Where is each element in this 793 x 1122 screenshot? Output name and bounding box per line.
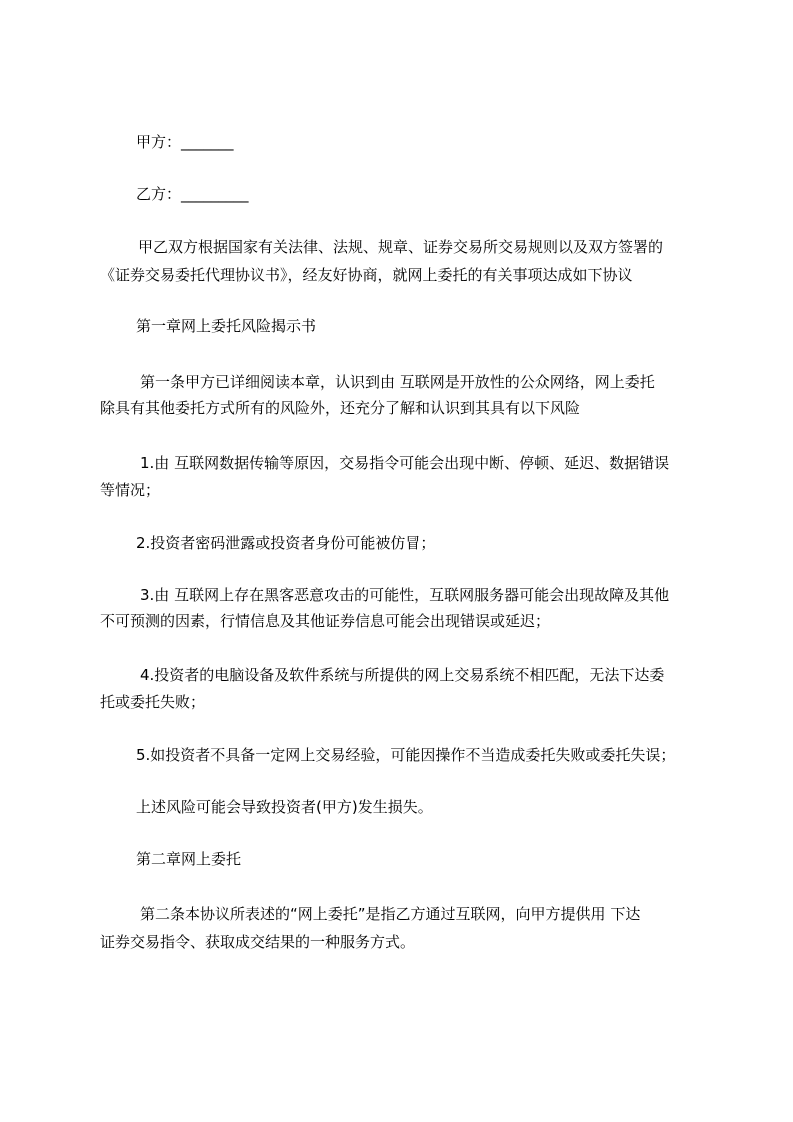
risk-1-line-1: 1.由 互联网数据传输等原因，交易指令可能会出现中断、停顿、延迟、数据错误 <box>140 454 670 472</box>
party-b-line <box>136 184 793 204</box>
article-2-line-1: 第二条本协议所表述的“网上委托”是指乙方通过互联网，向甲方提供用 下达 <box>140 905 641 923</box>
risk-3-line-2: 不可预测的因素，行情信息及其他证券信息可能会出现错误或延迟； <box>100 612 551 630</box>
chapter-1-title: 第一章网上委托风险揭示书 <box>136 317 317 335</box>
chapter-2-title: 第二章网上委托 <box>136 850 242 868</box>
article-1-line-1: 第一条甲方已详细阅读本章，认识到由 互联网是开放性的公众网络，网上委托 <box>140 373 655 391</box>
risk-3-line-1: 3.由 互联网上存在黑客恶意攻击的可能性，互联网服务器可能会出现故障及其他 <box>140 586 670 604</box>
risk-2: 2.投资者密码泄露或投资者身份可能被仿冒； <box>136 534 436 552</box>
party-a-blank: _______ <box>181 133 234 151</box>
risk-1-line-2: 等情况； <box>100 481 161 499</box>
party-a-label: 甲方： <box>136 133 182 151</box>
article-2-line-2: 证券交易指令、获取成交结果的一种服务方式。 <box>100 933 416 951</box>
intro-line-2: 《证券交易委托代理协议书》，经友好协商，就网上委托的有关事项达成如下协议 <box>100 266 633 284</box>
intro-line-1: 甲乙双方根据国家有关法律、法规、规章、证券交易所交易规则以及双方签署的 <box>138 238 664 256</box>
risk-4-line-2: 托或委托失败； <box>100 693 206 711</box>
party-b-label: 乙方： <box>136 185 182 203</box>
risk-summary: 上述风险可能会导致投资者(甲方)发生损失。 <box>136 798 433 816</box>
article-1-line-2: 除具有其他委托方式所有的风险外，还充分了解和认识到其具有以下风险 <box>100 399 581 417</box>
risk-4-line-1: 4.投资者的电脑设备及软件系统与所提供的网上交易系统不相匹配，无法下达委 <box>140 666 665 684</box>
party-b-blank: _________ <box>181 185 249 203</box>
risk-5: 5.如投资者不具备一定网上交易经验，可能因操作不当造成委托失败或委托失误； <box>136 746 676 764</box>
party-a-line <box>136 132 793 152</box>
